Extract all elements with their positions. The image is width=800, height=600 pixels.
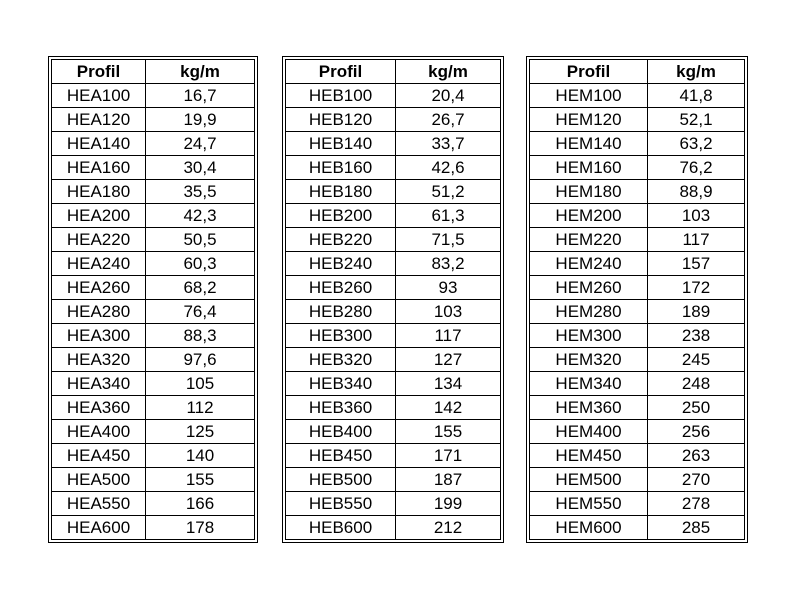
table-row: [52, 372, 255, 396]
profile-cell: HEM400: [530, 420, 648, 444]
heb-weight-table: [285, 59, 501, 540]
weight-cell: 51,2: [396, 180, 501, 204]
table-row: [286, 228, 501, 252]
weight-cell: 112: [146, 396, 255, 420]
weight-cell: 103: [396, 300, 501, 324]
profile-cell: HEA320: [52, 348, 146, 372]
weight-cell: 105: [146, 372, 255, 396]
profile-cell: HEA100: [52, 84, 146, 108]
weight-column-header: kg/m: [648, 60, 745, 84]
table-row: [52, 300, 255, 324]
weight-cell: 199: [396, 492, 501, 516]
table-row: [52, 516, 255, 540]
profile-cell: HEM100: [530, 84, 648, 108]
table-row: [530, 180, 745, 204]
table-row: [286, 252, 501, 276]
profile-cell: HEM300: [530, 324, 648, 348]
profile-cell: HEM550: [530, 492, 648, 516]
table-row: [530, 348, 745, 372]
header-row: [52, 60, 255, 84]
hem-table-frame: [526, 56, 748, 543]
table-row: [530, 492, 745, 516]
profile-cell: HEB450: [286, 444, 396, 468]
weight-cell: 157: [648, 252, 745, 276]
weight-cell: 26,7: [396, 108, 501, 132]
table-row: [286, 492, 501, 516]
weight-cell: 278: [648, 492, 745, 516]
table-row: [52, 108, 255, 132]
profile-cell: HEA260: [52, 276, 146, 300]
table-row: [530, 324, 745, 348]
profile-cell: HEB260: [286, 276, 396, 300]
table-row: [52, 492, 255, 516]
profile-cell: HEB200: [286, 204, 396, 228]
table-row: [530, 516, 745, 540]
weight-cell: 20,4: [396, 84, 501, 108]
profile-cell: HEA120: [52, 108, 146, 132]
profile-cell: HEB600: [286, 516, 396, 540]
weight-cell: 42,3: [146, 204, 255, 228]
profile-cell: HEB340: [286, 372, 396, 396]
table-row: [286, 180, 501, 204]
profile-cell: HEM180: [530, 180, 648, 204]
weight-cell: 171: [396, 444, 501, 468]
profile-cell: HEA240: [52, 252, 146, 276]
weight-cell: 35,5: [146, 180, 255, 204]
table-row: [52, 324, 255, 348]
table-row: [530, 420, 745, 444]
table-row: [52, 204, 255, 228]
table-row: [52, 228, 255, 252]
weight-cell: 187: [396, 468, 501, 492]
weight-cell: 61,3: [396, 204, 501, 228]
profile-cell: HEB140: [286, 132, 396, 156]
table-row: [52, 132, 255, 156]
weight-cell: 166: [146, 492, 255, 516]
header-row: [530, 60, 745, 84]
profile-cell: HEA360: [52, 396, 146, 420]
profile-cell: HEA280: [52, 300, 146, 324]
profile-cell: HEA140: [52, 132, 146, 156]
profile-cell: HEM220: [530, 228, 648, 252]
profile-cell: HEM260: [530, 276, 648, 300]
profile-cell: HEB550: [286, 492, 396, 516]
table-row: [530, 108, 745, 132]
table-row: [286, 348, 501, 372]
profile-cell: HEB300: [286, 324, 396, 348]
weight-cell: 155: [396, 420, 501, 444]
table-row: [286, 84, 501, 108]
table-row: [530, 468, 745, 492]
heb-table-frame: [282, 56, 504, 543]
weight-cell: 189: [648, 300, 745, 324]
weight-cell: 71,5: [396, 228, 501, 252]
weight-cell: 270: [648, 468, 745, 492]
profile-cell: HEB280: [286, 300, 396, 324]
weight-cell: 125: [146, 420, 255, 444]
table-row: [286, 132, 501, 156]
table-row: [286, 372, 501, 396]
weight-cell: 41,8: [648, 84, 745, 108]
profile-column-header: Profil: [286, 60, 396, 84]
table-row: [52, 252, 255, 276]
weight-cell: 117: [648, 228, 745, 252]
table-row: [530, 84, 745, 108]
weight-cell: 142: [396, 396, 501, 420]
weight-cell: 42,6: [396, 156, 501, 180]
weight-cell: 52,1: [648, 108, 745, 132]
table-row: [530, 204, 745, 228]
profile-cell: HEB120: [286, 108, 396, 132]
table-row: [52, 84, 255, 108]
weight-cell: 263: [648, 444, 745, 468]
weight-cell: 155: [146, 468, 255, 492]
weight-cell: 245: [648, 348, 745, 372]
profile-cell: HEM600: [530, 516, 648, 540]
table-row: [52, 444, 255, 468]
table-row: [530, 156, 745, 180]
hea-weight-table: [51, 59, 255, 540]
weight-cell: 16,7: [146, 84, 255, 108]
table-row: [52, 348, 255, 372]
weight-cell: 140: [146, 444, 255, 468]
profile-cell: HEM200: [530, 204, 648, 228]
table-row: [286, 516, 501, 540]
profile-cell: HEB220: [286, 228, 396, 252]
profile-cell: HEM360: [530, 396, 648, 420]
weight-cell: 97,6: [146, 348, 255, 372]
weight-cell: 117: [396, 324, 501, 348]
profile-cell: HEB500: [286, 468, 396, 492]
table-row: [530, 276, 745, 300]
weight-column-header: kg/m: [146, 60, 255, 84]
weight-cell: 172: [648, 276, 745, 300]
weight-cell: 50,5: [146, 228, 255, 252]
table-row: [286, 300, 501, 324]
profile-cell: HEM340: [530, 372, 648, 396]
hea-table-frame: [48, 56, 258, 543]
profile-cell: HEA400: [52, 420, 146, 444]
weight-cell: 250: [648, 396, 745, 420]
table-row: [286, 156, 501, 180]
table-row: [286, 444, 501, 468]
profile-cell: HEM280: [530, 300, 648, 324]
weight-cell: 93: [396, 276, 501, 300]
table-row: [286, 204, 501, 228]
profile-cell: HEM500: [530, 468, 648, 492]
table-row: [286, 276, 501, 300]
weight-cell: 63,2: [648, 132, 745, 156]
profile-cell: HEB180: [286, 180, 396, 204]
weight-cell: 30,4: [146, 156, 255, 180]
weight-cell: 285: [648, 516, 745, 540]
weight-cell: 83,2: [396, 252, 501, 276]
profile-column-header: Profil: [530, 60, 648, 84]
profile-column-header: Profil: [52, 60, 146, 84]
table-row: [52, 396, 255, 420]
weight-cell: 127: [396, 348, 501, 372]
table-row: [52, 156, 255, 180]
weight-cell: 88,9: [648, 180, 745, 204]
profile-cell: HEA550: [52, 492, 146, 516]
profile-cell: HEA450: [52, 444, 146, 468]
weight-cell: 134: [396, 372, 501, 396]
profile-cell: HEB400: [286, 420, 396, 444]
profile-cell: HEB320: [286, 348, 396, 372]
table-row: [52, 420, 255, 444]
profile-cell: HEM320: [530, 348, 648, 372]
profile-cell: HEM160: [530, 156, 648, 180]
table-row: [530, 228, 745, 252]
weight-cell: 60,3: [146, 252, 255, 276]
profile-cell: HEA180: [52, 180, 146, 204]
weight-column-header: kg/m: [396, 60, 501, 84]
profile-cell: HEA220: [52, 228, 146, 252]
table-row: [530, 252, 745, 276]
table-row: [52, 468, 255, 492]
weight-cell: 212: [396, 516, 501, 540]
profile-cell: HEA200: [52, 204, 146, 228]
profile-cell: HEA160: [52, 156, 146, 180]
table-row: [286, 468, 501, 492]
weight-cell: 68,2: [146, 276, 255, 300]
profile-cell: HEA300: [52, 324, 146, 348]
hem-weight-table: [529, 59, 745, 540]
weight-cell: 88,3: [146, 324, 255, 348]
weight-cell: 256: [648, 420, 745, 444]
table-row: [530, 372, 745, 396]
profile-cell: HEA600: [52, 516, 146, 540]
header-row: [286, 60, 501, 84]
profile-cell: HEB360: [286, 396, 396, 420]
weight-cell: 19,9: [146, 108, 255, 132]
table-row: [52, 276, 255, 300]
profile-cell: HEA500: [52, 468, 146, 492]
weight-cell: 76,4: [146, 300, 255, 324]
profile-cell: HEB160: [286, 156, 396, 180]
weight-cell: 33,7: [396, 132, 501, 156]
table-row: [530, 444, 745, 468]
profile-cell: HEM120: [530, 108, 648, 132]
profile-cell: HEB240: [286, 252, 396, 276]
weight-cell: 238: [648, 324, 745, 348]
weight-cell: 103: [648, 204, 745, 228]
table-row: [286, 420, 501, 444]
table-row: [286, 108, 501, 132]
profile-cell: HEM450: [530, 444, 648, 468]
table-row: [286, 324, 501, 348]
table-row: [52, 180, 255, 204]
profile-cell: HEA340: [52, 372, 146, 396]
weight-cell: 76,2: [648, 156, 745, 180]
table-row: [530, 396, 745, 420]
table-row: [530, 300, 745, 324]
table-row: [286, 396, 501, 420]
profile-cell: HEM140: [530, 132, 648, 156]
weight-cell: 178: [146, 516, 255, 540]
weight-cell: 24,7: [146, 132, 255, 156]
profile-cell: HEB100: [286, 84, 396, 108]
table-row: [530, 132, 745, 156]
profile-cell: HEM240: [530, 252, 648, 276]
weight-cell: 248: [648, 372, 745, 396]
